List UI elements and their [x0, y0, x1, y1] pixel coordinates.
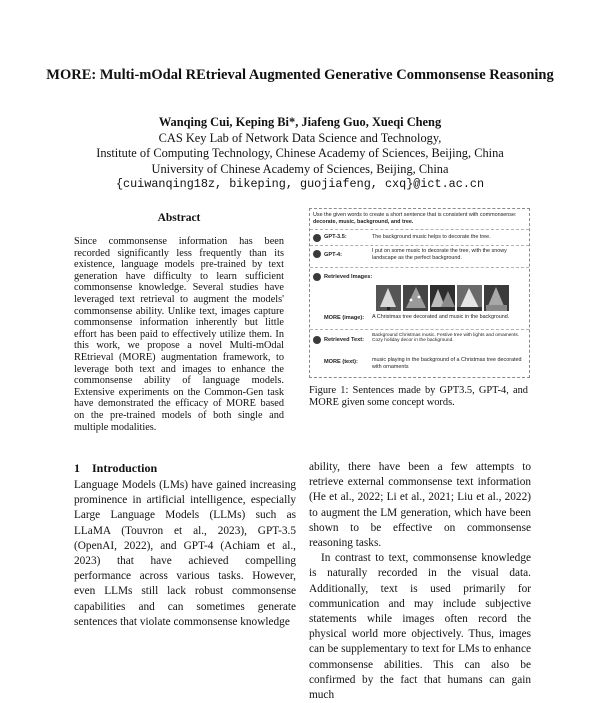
- figure-caption: Figure 1: Sentences made by GPT3.5, GPT-4, and MORE given some concept words.: [309, 385, 528, 409]
- retrieved-image-strip: [326, 285, 524, 311]
- figure-divider: [310, 229, 529, 230]
- author-names: Wanqing Cui, Keping Bi*, Jiafeng Guo, Xueqi Cheng: [158, 115, 442, 129]
- author-block: [40, 115, 560, 193]
- retrieved-images-label: Retrieved Images:: [324, 274, 373, 280]
- more-text-label: MORE (text):: [324, 359, 358, 365]
- paragraph: In contrast to text, commonsense knowledge is naturally recorded in the visual data. Additionally, text is used primarily for communication and may include subjective statements while images often record the physical world more objectively. Thus, images can be supplementary to text for LMs to enhance commonsense abilities. This can also be confirmed by the fact that humans can gain much: [309, 552, 531, 702]
- affiliation-line-2: Institute of Computing Technology, Chinese Academy of Sciences, Beijing, China: [96, 146, 504, 160]
- introduction-text: Language Models (LMs) have gained increasing prominence in artificial intelligence, especially Large Language Models (LLMs) such as LLaMA (Touvron et al., 2023), GPT-3.5 (OpenAI, 2022), and GPT-4 (Achiam et al., 2023) that have achieved compelling performance across various tasks. However, even LLMs still lack robust commonsense capabilities and can sometimes generate sentences that violate commonsense knowledge: [74, 479, 296, 628]
- right-column-text: [309, 460, 531, 703]
- retrieval-icon: [313, 273, 321, 281]
- openai-icon: [313, 234, 321, 242]
- more-text-output: music playing in the background of a Christmas tree decorated with ornaments: [372, 357, 522, 370]
- figure-1: [309, 208, 530, 378]
- more-image-output: A Christmas tree decorated and music in the background.: [372, 314, 510, 320]
- figure-prompt: Use the given words to create a short sentence that is consistent with commonsense: decorate, music, background, and tree.: [313, 212, 517, 225]
- retrieval-icon: [313, 336, 321, 344]
- gpt4-label: GPT-4:: [324, 252, 343, 258]
- section-heading: [74, 461, 284, 476]
- section-number: 1: [74, 461, 80, 475]
- affiliation-line-1: CAS Key Lab of Network Data Science and Technology,: [158, 130, 442, 145]
- gpt4-output: I put on some music to decorate the tree, with the snowy landscape as the perfect background.: [372, 248, 507, 261]
- author-emails: {cuiwanqing18z, bikeping, guojiafeng, cxq}@ict.ac.cn: [115, 177, 485, 191]
- abstract-text: Since commonsense information has been recorded significantly less frequently than its existence, language models pre-trained by text generation have difficulty to learn sufficient commonsense knowledge. Several studies have leveraged text retrieval to augment the models' commonsense ability. Unlike text, images capture commonsense information inherently but little effort has been paid to effectively utilize them. In this work, we propose a novel Multi-mOdal REtrieval (MORE) augmentation framework, to leverage both text and images to enhance the commonsense ability of language models. Extensive experiments on the Common-Gen task have demonstrated the efficacy of MORE based on the pre-trained models of both single and multiple modalities.: [74, 236, 284, 433]
- figure-divider: [310, 245, 529, 246]
- figure-divider: [310, 267, 529, 268]
- gpt35-output: The background music helps to decorate the tree.: [372, 234, 491, 240]
- retrieved-image-thumbnail: [430, 285, 455, 311]
- retrieved-image-thumbnail: [376, 285, 401, 311]
- figure-divider: [310, 329, 529, 330]
- section-title: Introduction: [92, 461, 158, 475]
- retrieved-image-thumbnail: [403, 285, 428, 311]
- openai-icon: [313, 250, 321, 258]
- abstract-heading: Abstract: [157, 212, 201, 224]
- more-image-label: MORE (image):: [324, 315, 365, 321]
- gpt35-label: GPT-3.5:: [324, 234, 347, 240]
- affiliation-line-3: University of Chinese Academy of Sciences, Beijing, China: [151, 161, 449, 176]
- retrieved-text-snippets: Background Christmas music. Festive tree with lights and ornaments. Cozy holiday decor in the background.: [372, 333, 520, 344]
- retrieved-image-thumbnail: [457, 285, 482, 311]
- retrieved-text-label: Retrieved Text:: [324, 337, 364, 343]
- paper-title: MORE: Multi-mOdal REtrieval Augmented Generative Commonsense Reasoning: [46, 67, 554, 83]
- retrieved-image-thumbnail: [484, 285, 509, 311]
- paragraph: ability, there have been a few attempts to retrieve external commonsense text information (He et al., 2022; Li et al., 2021; Liu et al., 2022) to augment the LM generation, which have been shown to be effective on commonsense reasoning tasks.: [309, 461, 531, 550]
